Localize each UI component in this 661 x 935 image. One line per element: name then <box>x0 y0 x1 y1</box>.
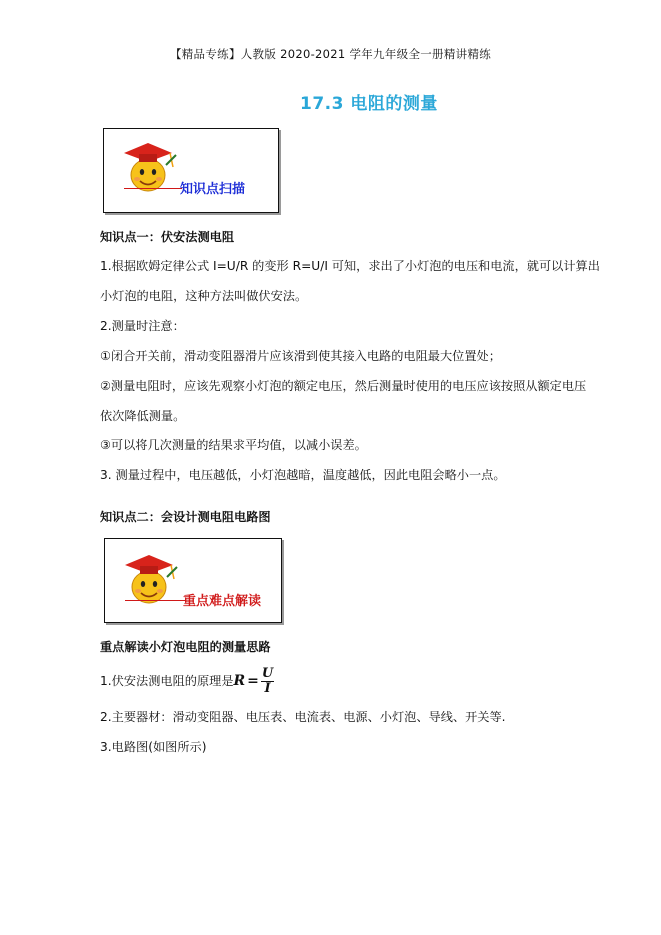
section3-heading: 重点解读小灯泡电阻的测量思路 <box>100 640 271 654</box>
section1-paragraph: 3. 测量过程中，电压越低，小灯泡越暗，温度越低，因此电阻会略小一点。 <box>100 468 506 482</box>
badge-label: 知识点扫描 <box>180 182 246 197</box>
section1-paragraph: 小灯泡的电阻，这种方法叫做伏安法。 <box>100 289 308 303</box>
page-title: 17.3 电阻的测量 <box>300 94 438 114</box>
principle-line <box>100 664 274 698</box>
badge-label: 重点难点解读 <box>183 594 262 609</box>
page-header: 【精品专练】人教版 2020-2021 学年九年级全一册精讲精练 <box>169 47 492 61</box>
section1-paragraph: ①闭合开关前，滑动变阻器滑片应该滑到使其接入电路的电阻最大位置处； <box>100 349 501 363</box>
section1-paragraph: ③可以将几次测量的结果求平均值，以减小误差。 <box>100 438 367 452</box>
section2-heading: 知识点二：会设计测电阻电路图 <box>100 510 271 524</box>
section3-paragraph: 3.电路图(如图所示) <box>100 740 207 754</box>
knowledge-scan-badge <box>103 128 279 213</box>
section1-heading: 知识点一：伏安法测电阻 <box>100 230 235 244</box>
section3-paragraph: 2.主要器材：滑动变阻器、电压表、电流表、电源、小灯泡、导线、开关等. <box>100 710 506 724</box>
principle-text: 1.伏安法测电阻的原理是 <box>100 674 234 688</box>
section1-paragraph: 1.根据欧姆定律公式 I=U/R 的变形 R=U/I 可知，求出了小灯泡的电压和电流，就可以计算出 <box>100 259 600 273</box>
formula-numerator: U <box>261 665 274 681</box>
formula-denominator: I <box>264 680 271 696</box>
formula-fraction <box>261 667 274 696</box>
key-points-badge <box>104 538 282 623</box>
section1-paragraph: ②测量电阻时，应该先观察小灯泡的额定电压，然后测量时使用的电压应该按照从额定电压 <box>100 379 587 393</box>
badge-underline <box>124 188 182 189</box>
section1-paragraph: 2.测量时注意： <box>100 319 185 333</box>
section1-paragraph: 依次降低测量。 <box>100 409 186 423</box>
formula-lhs: R <box>233 673 246 689</box>
badge-underline <box>125 600 185 601</box>
formula-equals: = <box>247 673 259 689</box>
